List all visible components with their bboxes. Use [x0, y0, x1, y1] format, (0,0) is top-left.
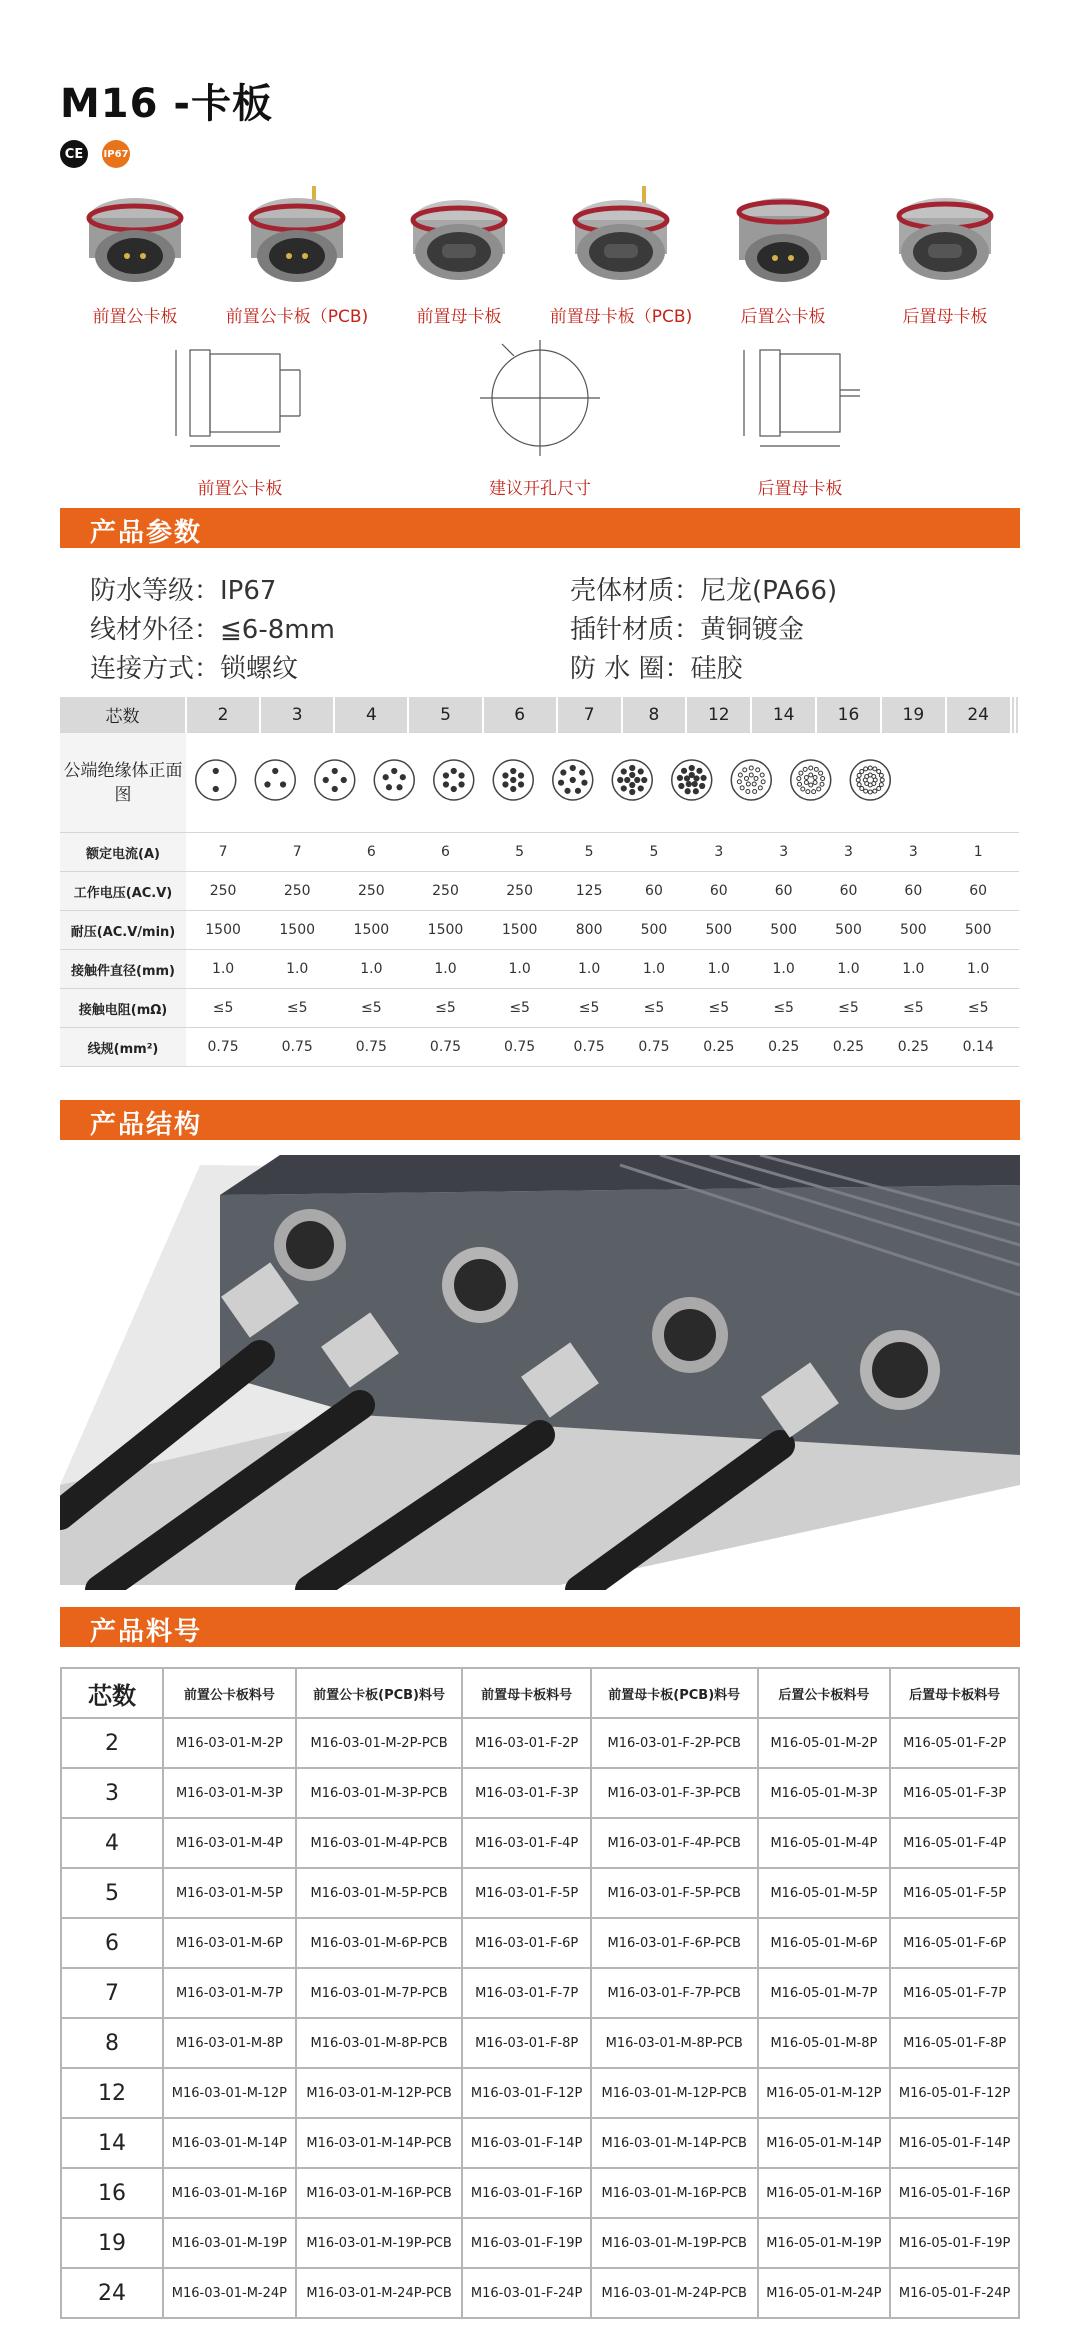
spec-value: 500 [622, 911, 687, 950]
part-number-cell: M16-03-01-F-4P-PCB [591, 1818, 758, 1868]
spec-value: ≤5 [622, 989, 687, 1028]
part-number-cell: M16-05-01-F-24P [890, 2268, 1019, 2318]
spec-value: ≤5 [260, 989, 334, 1028]
product-gallery [60, 178, 1020, 328]
part-number-cell: M16-05-01-F-7P [890, 1968, 1019, 2018]
core-count-cell: 12 [61, 2068, 163, 2118]
product-label: 前置母卡板（PCB) [549, 307, 693, 327]
female-panel-connector-icon [404, 178, 514, 288]
part-number-cell: M16-03-01-F-3P [462, 1768, 591, 1818]
part-number-cell: M16-05-01-M-14P [758, 2118, 891, 2168]
part-number-cell: M16-03-01-M-2P [163, 1718, 296, 1768]
spec-value: 1.0 [686, 950, 751, 989]
spec-value [1015, 872, 1019, 911]
spec-value: ≤5 [408, 989, 482, 1028]
part-number-cell: M16-05-01-F-14P [890, 2118, 1019, 2168]
part-number-cell: M16-05-01-M-19P [758, 2218, 891, 2268]
spec-value: 6 [408, 833, 482, 872]
spec-value: 1500 [186, 911, 260, 950]
part-number-cell: M16-03-01-M-24P [163, 2268, 296, 2318]
spec-value: 60 [622, 872, 687, 911]
pin-layout-icon [493, 760, 533, 800]
pin-layout-icon [791, 760, 831, 800]
part-number-cell: M16-03-01-M-16P-PCB [296, 2168, 463, 2218]
spec-value: 0.14 [946, 1028, 1011, 1067]
part-number-table [60, 1667, 1020, 2319]
core-count-cell: 2 [61, 1718, 163, 1768]
part-number-cell: M16-03-01-M-16P [163, 2168, 296, 2218]
parts-header: 后置母卡板料号 [890, 1668, 1019, 1718]
page-title: M16 -卡板 [60, 81, 273, 127]
core-count: 6 [483, 697, 557, 733]
spec-value: 3 [686, 833, 751, 872]
core-count: 8 [622, 697, 687, 733]
row-label: 公端绝缘体正面图 [60, 733, 186, 833]
part-number-cell: M16-03-01-F-14P [462, 2118, 591, 2168]
core-count: 16 [816, 697, 881, 733]
front-male-drawing-icon [140, 340, 340, 460]
pin-layout-icon [196, 760, 236, 800]
part-number-cell: M16-03-01-M-12P-PCB [296, 2068, 463, 2118]
ip67-badge-icon: IP67 [102, 140, 130, 168]
part-number-cell: M16-03-01-M-6P-PCB [296, 1918, 463, 1968]
part-number-cell: M16-03-01-M-3P [163, 1768, 296, 1818]
part-number-cell: M16-03-01-M-6P [163, 1918, 296, 1968]
spec-value [1015, 911, 1019, 950]
spec-value: 500 [751, 911, 816, 950]
spec-value: 500 [816, 911, 881, 950]
part-number-cell: M16-03-01-M-8P-PCB [591, 2018, 758, 2068]
part-number-cell: M16-03-01-M-7P [163, 1968, 296, 2018]
row-label: 接触件直径(mm) [60, 950, 186, 989]
core-count-cell: 5 [61, 1868, 163, 1918]
part-number-cell: M16-05-01-M-16P [758, 2168, 891, 2218]
table-row [61, 2268, 1019, 2318]
part-number-cell: M16-03-01-M-8P [163, 2018, 296, 2068]
spec-value: 1.0 [334, 950, 408, 989]
product-card [222, 178, 372, 328]
part-number-cell: M16-03-01-F-5P-PCB [591, 1868, 758, 1918]
spec-value: 500 [946, 911, 1011, 950]
spec-value: 3 [816, 833, 881, 872]
product-label: 后置母卡板 [902, 307, 988, 327]
part-number-cell: M16-05-01-F-19P [890, 2218, 1019, 2268]
rear-female-drawing-icon [700, 340, 900, 460]
spec-value: 1500 [408, 911, 482, 950]
product-card [384, 178, 534, 328]
param-item: 防水等级：IP67 [90, 576, 277, 606]
spec-value: 1500 [483, 911, 557, 950]
spec-value: ≤5 [483, 989, 557, 1028]
pin-layout-row [60, 733, 1019, 833]
spec-value: 1.0 [557, 950, 622, 989]
core-count-cell: 16 [61, 2168, 163, 2218]
part-number-cell: M16-05-01-M-3P [758, 1768, 891, 1818]
drawing-label: 后置母卡板 [757, 479, 843, 499]
pin-layout-icon [672, 760, 712, 800]
spec-value: 500 [686, 911, 751, 950]
part-number-cell: M16-03-01-M-4P-PCB [296, 1818, 463, 1868]
spec-value: 250 [186, 872, 260, 911]
part-number-cell: M16-05-01-M-12P [758, 2068, 891, 2118]
table-row [61, 2018, 1019, 2068]
parts-header: 前置公卡板(PCB)料号 [296, 1668, 463, 1718]
part-number-cell: M16-03-01-M-14P [163, 2118, 296, 2168]
spec-value: 0.25 [686, 1028, 751, 1067]
part-number-cell: M16-03-01-F-7P [462, 1968, 591, 2018]
core-count-cell: 24 [61, 2268, 163, 2318]
part-number-cell: M16-03-01-F-7P-PCB [591, 1968, 758, 2018]
male-pcb-connector-icon [242, 178, 352, 288]
spec-row [60, 911, 1019, 950]
spec-header-cores: 芯数 [60, 697, 186, 733]
spec-value: ≤5 [557, 989, 622, 1028]
spec-value: 5 [483, 833, 557, 872]
panel-cutout-drawing-icon [450, 340, 630, 460]
spec-value: 500 [881, 911, 946, 950]
part-number-cell: M16-03-01-F-5P [462, 1868, 591, 1918]
part-number-cell: M16-05-01-F-6P [890, 1918, 1019, 1968]
param-item: 连接方式：锁螺纹 [90, 654, 299, 684]
section-title: 产品料号 [90, 1617, 203, 1647]
part-number-cell: M16-05-01-M-5P [758, 1868, 891, 1918]
spec-value: 0.75 [260, 1028, 334, 1067]
part-number-cell: M16-03-01-M-8P-PCB [296, 2018, 463, 2068]
parts-header: 芯数 [61, 1668, 163, 1718]
core-count-cell: 3 [61, 1768, 163, 1818]
spec-value: 1.0 [483, 950, 557, 989]
spec-value: ≤5 [334, 989, 408, 1028]
param-item: 防 水 圈：硅胶 [570, 654, 743, 684]
core-count: 12 [686, 697, 751, 733]
parts-header: 前置公卡板料号 [163, 1668, 296, 1718]
part-number-cell: M16-03-01-M-19P [163, 2218, 296, 2268]
core-count-cell: 7 [61, 1968, 163, 2018]
ce-mark-icon: CE [60, 140, 88, 168]
pin-layout-icon [374, 760, 414, 800]
product-card [60, 178, 210, 328]
spec-value: 0.25 [881, 1028, 946, 1067]
pin-layout-icon [255, 760, 295, 800]
part-number-cell: M16-03-01-M-12P [163, 2068, 296, 2118]
table-row [61, 1818, 1019, 1868]
core-count-cell: 6 [61, 1918, 163, 1968]
spec-value: 5 [622, 833, 687, 872]
part-number-cell: M16-05-01-M-7P [758, 1968, 891, 2018]
spec-value [1015, 833, 1019, 872]
param-item: 插针材质：黄铜镀金 [570, 615, 805, 645]
product-label: 前置公卡板（PCB) [225, 307, 369, 327]
parts-header: 后置公卡板料号 [758, 1668, 891, 1718]
pin-layout-icon [850, 760, 890, 800]
parts-header: 前置母卡板(PCB)料号 [591, 1668, 758, 1718]
core-count-cell: 8 [61, 2018, 163, 2068]
param-item: 壳体材质：尼龙(PA66) [570, 576, 838, 606]
table-row [61, 1918, 1019, 1968]
part-number-cell: M16-05-01-M-24P [758, 2268, 891, 2318]
spec-value: 1500 [334, 911, 408, 950]
structure-photo [60, 1155, 1020, 1590]
section-title: 产品参数 [90, 518, 203, 548]
spec-value: 250 [334, 872, 408, 911]
spec-value: ≤5 [686, 989, 751, 1028]
section-header-parts [60, 1607, 1020, 1647]
spec-value: 1.0 [946, 950, 1011, 989]
row-label: 耐压(AC.V/min) [60, 911, 186, 950]
table-row [61, 1718, 1019, 1768]
core-count-cell: 4 [61, 1818, 163, 1868]
spec-row [60, 833, 1019, 872]
pin-layout-icon [434, 760, 474, 800]
spec-table [60, 697, 1020, 1067]
product-card [546, 178, 696, 328]
product-label: 后置公卡板 [740, 307, 826, 327]
core-count: 19 [881, 697, 946, 733]
spec-value: ≤5 [751, 989, 816, 1028]
part-number-cell: M16-03-01-M-5P [163, 1868, 296, 1918]
spec-value [1015, 1028, 1019, 1067]
params-list [90, 572, 1020, 689]
spec-value: 0.75 [408, 1028, 482, 1067]
part-number-cell: M16-03-01-M-5P-PCB [296, 1868, 463, 1918]
spec-value: 1.0 [816, 950, 881, 989]
spec-value: 3 [881, 833, 946, 872]
part-number-cell: M16-03-01-F-8P [462, 2018, 591, 2068]
part-number-cell: M16-03-01-F-24P [462, 2268, 591, 2318]
part-number-cell: M16-03-01-F-2P-PCB [591, 1718, 758, 1768]
spec-value: 60 [946, 872, 1011, 911]
part-number-cell: M16-05-01-F-4P [890, 1818, 1019, 1868]
part-number-cell: M16-05-01-M-2P [758, 1718, 891, 1768]
part-number-cell: M16-05-01-F-2P [890, 1718, 1019, 1768]
dimension-drawings [60, 340, 1020, 510]
part-number-cell: M16-05-01-F-5P [890, 1868, 1019, 1918]
table-row [61, 1868, 1019, 1918]
spec-row [60, 950, 1019, 989]
spec-value: 800 [557, 911, 622, 950]
part-number-cell: M16-03-01-F-6P [462, 1918, 591, 1968]
spec-value: 1.0 [881, 950, 946, 989]
rear-male-connector-icon [728, 178, 838, 288]
pin-layout-diagrams [186, 733, 1019, 828]
certification-badges [60, 140, 130, 168]
device-with-connectors-icon [60, 1155, 1020, 1590]
spec-value [1015, 950, 1019, 989]
core-count: 2 [186, 697, 260, 733]
part-number-cell: M16-05-01-M-4P [758, 1818, 891, 1868]
drawing-label: 建议开孔尺寸 [489, 479, 591, 499]
part-number-cell: M16-05-01-F-3P [890, 1768, 1019, 1818]
table-row [61, 2168, 1019, 2218]
row-label: 工作电压(AC.V) [60, 872, 186, 911]
spec-value: 125 [557, 872, 622, 911]
spec-value: 0.75 [622, 1028, 687, 1067]
core-count: 3 [260, 697, 334, 733]
spec-value: ≤5 [186, 989, 260, 1028]
core-count: 14 [751, 697, 816, 733]
spec-value: 60 [881, 872, 946, 911]
part-number-cell: M16-03-01-M-24P-PCB [591, 2268, 758, 2318]
spec-value: ≤5 [816, 989, 881, 1028]
section-title: 产品结构 [90, 1110, 203, 1140]
section-header-params [60, 508, 1020, 548]
spec-value: 0.75 [334, 1028, 408, 1067]
row-label: 线规(mm²) [60, 1028, 186, 1067]
core-count: 7 [557, 697, 622, 733]
product-card [708, 178, 858, 328]
rear-female-connector-icon [890, 178, 1000, 288]
part-number-cell: M16-03-01-M-14P-PCB [296, 2118, 463, 2168]
part-number-cell: M16-03-01-M-19P-PCB [591, 2218, 758, 2268]
part-number-cell: M16-03-01-M-7P-PCB [296, 1968, 463, 2018]
part-number-cell: M16-05-01-F-8P [890, 2018, 1019, 2068]
spec-row [60, 1028, 1019, 1067]
part-number-cell: M16-03-01-F-16P [462, 2168, 591, 2218]
spec-value: ≤5 [946, 989, 1011, 1028]
spec-value: 1.0 [260, 950, 334, 989]
part-number-cell: M16-03-01-F-4P [462, 1818, 591, 1868]
part-number-cell: M16-03-01-M-4P [163, 1818, 296, 1868]
spec-value: 0.25 [816, 1028, 881, 1067]
spec-value: 6 [334, 833, 408, 872]
pin-layout-icon [553, 760, 593, 800]
param-item: 线材外径：≦6-8mm [90, 615, 335, 645]
pin-layout-icon [612, 760, 652, 800]
product-label: 前置公卡板 [92, 307, 178, 327]
core-count-cell: 14 [61, 2118, 163, 2168]
part-number-cell: M16-03-01-F-2P [462, 1718, 591, 1768]
spec-row [60, 989, 1019, 1028]
spec-value: 1.0 [622, 950, 687, 989]
spec-value: 250 [408, 872, 482, 911]
part-number-cell: M16-03-01-F-19P [462, 2218, 591, 2268]
pin-layout-icon [731, 760, 771, 800]
product-card [870, 178, 1020, 328]
spec-value: 250 [483, 872, 557, 911]
table-row [61, 1968, 1019, 2018]
row-label: 接触电阻(mΩ) [60, 989, 186, 1028]
core-count: 24 [946, 697, 1011, 733]
female-pcb-connector-icon [566, 178, 676, 288]
spec-row [60, 872, 1019, 911]
drawing-label: 前置公卡板 [197, 479, 283, 499]
parts-header: 前置母卡板料号 [462, 1668, 591, 1718]
spec-value: ≤5 [881, 989, 946, 1028]
spec-value: 1.0 [186, 950, 260, 989]
spec-value: 0.75 [557, 1028, 622, 1067]
table-row [61, 2068, 1019, 2118]
spec-value: 5 [557, 833, 622, 872]
spec-value: 1 [946, 833, 1011, 872]
spec-value: 1500 [260, 911, 334, 950]
core-count: 5 [408, 697, 482, 733]
part-number-cell: M16-05-01-F-12P [890, 2068, 1019, 2118]
part-number-cell: M16-03-01-M-16P-PCB [591, 2168, 758, 2218]
spec-value: 0.75 [483, 1028, 557, 1067]
male-panel-connector-icon [80, 178, 190, 288]
product-label: 前置母卡板 [416, 307, 502, 327]
core-count [1015, 697, 1019, 733]
spec-value: 1.0 [751, 950, 816, 989]
table-row [61, 1768, 1019, 1818]
core-count: 4 [334, 697, 408, 733]
spec-value: 0.25 [751, 1028, 816, 1067]
table-row [61, 2218, 1019, 2268]
spec-value [1015, 989, 1019, 1028]
part-number-cell: M16-05-01-F-16P [890, 2168, 1019, 2218]
spec-value: 60 [816, 872, 881, 911]
spec-value: 7 [186, 833, 260, 872]
row-label: 额定电流(A) [60, 833, 186, 872]
spec-value: 3 [751, 833, 816, 872]
spec-value: 1.0 [408, 950, 482, 989]
spec-value: 250 [260, 872, 334, 911]
spec-value: 60 [686, 872, 751, 911]
core-count-cell: 19 [61, 2218, 163, 2268]
spec-value: 60 [751, 872, 816, 911]
part-number-cell: M16-03-01-F-3P-PCB [591, 1768, 758, 1818]
part-number-cell: M16-03-01-M-3P-PCB [296, 1768, 463, 1818]
spec-value: 7 [260, 833, 334, 872]
part-number-cell: M16-03-01-M-12P-PCB [591, 2068, 758, 2118]
table-row [61, 2118, 1019, 2168]
part-number-cell: M16-03-01-M-14P-PCB [591, 2118, 758, 2168]
part-number-cell: M16-03-01-M-24P-PCB [296, 2268, 463, 2318]
part-number-cell: M16-03-01-F-12P [462, 2068, 591, 2118]
pin-layout-icon [315, 760, 355, 800]
part-number-cell: M16-05-01-M-6P [758, 1918, 891, 1968]
part-number-cell: M16-05-01-M-8P [758, 2018, 891, 2068]
part-number-cell: M16-03-01-M-2P-PCB [296, 1718, 463, 1768]
part-number-cell: M16-03-01-M-19P-PCB [296, 2218, 463, 2268]
spec-value: 0.75 [186, 1028, 260, 1067]
section-header-structure [60, 1100, 1020, 1140]
part-number-cell: M16-03-01-F-6P-PCB [591, 1918, 758, 1968]
